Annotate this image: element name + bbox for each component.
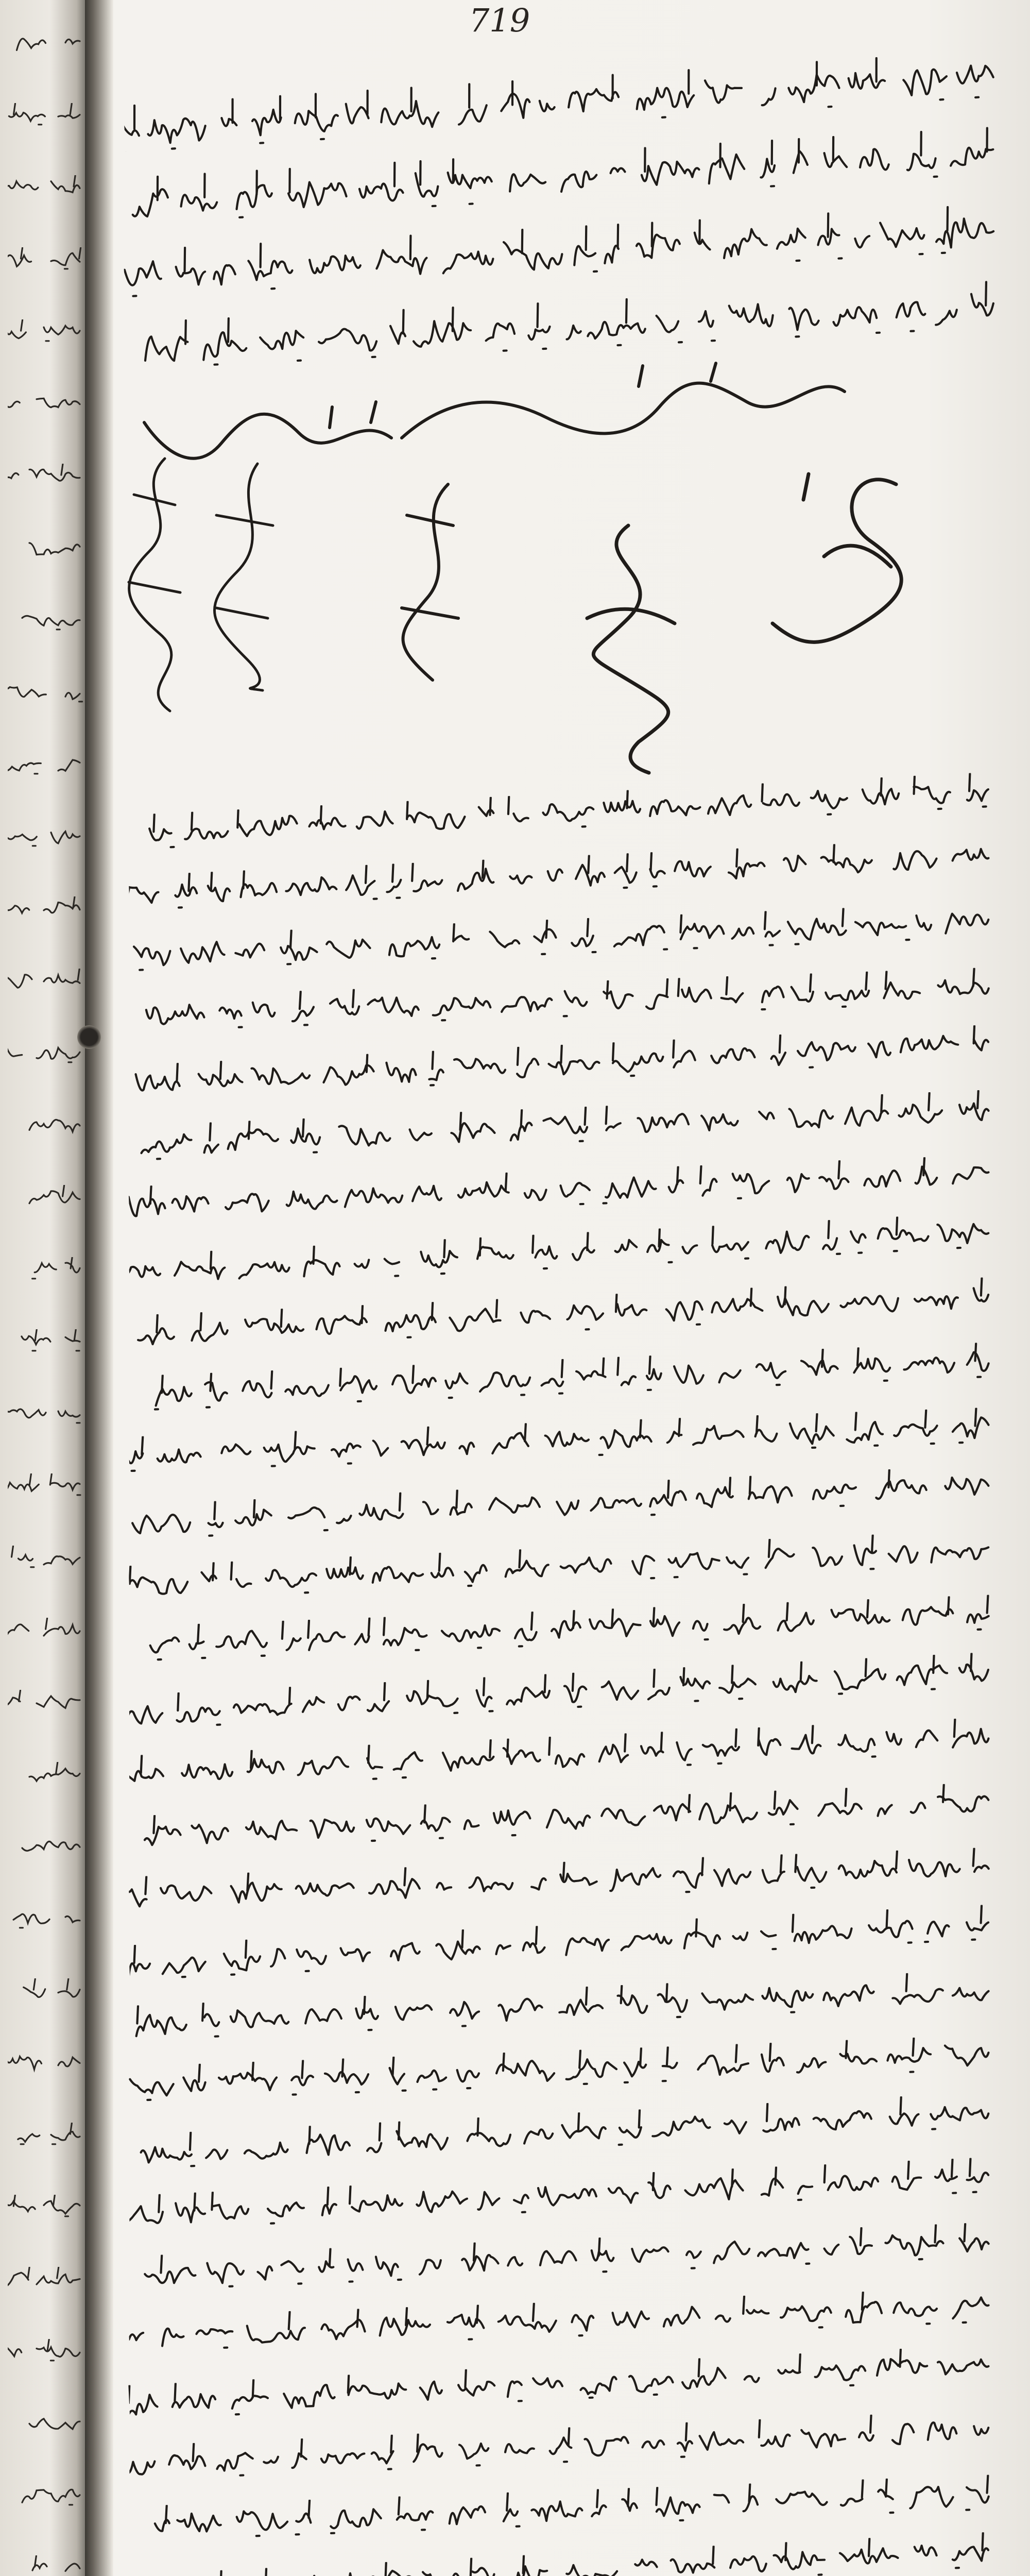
main-text-line-25 — [128, 2287, 994, 2352]
left-page-fragment-4 — [8, 247, 85, 270]
left-page-fragment-25 — [8, 1762, 85, 1785]
left-page-fragment-7 — [8, 464, 85, 486]
main-text-line-22 — [128, 2092, 994, 2171]
left-page-fragment-14 — [8, 969, 85, 991]
main-text-line-15 — [128, 1652, 994, 1731]
main-text-line-13 — [128, 1530, 994, 1602]
left-page-fragment-22 — [8, 1546, 85, 1568]
left-page-fragment-27 — [8, 1906, 85, 1929]
left-page-fragment-16 — [8, 1113, 85, 1136]
left-page-fragment-1 — [8, 31, 85, 54]
left-page-fragment-11 — [8, 752, 85, 775]
left-page-fragment-30 — [8, 2123, 85, 2145]
left-page-fragment-15 — [8, 1041, 85, 1063]
main-text-line-27 — [128, 2410, 994, 2482]
folio-number: 719 — [469, 2, 530, 39]
signature-5 — [556, 515, 700, 783]
main-text-line-17 — [128, 1782, 994, 1852]
main-text-line-16 — [128, 1717, 994, 1792]
left-page-fragment-23 — [8, 1618, 85, 1640]
left-page-fragment-20 — [8, 1401, 85, 1424]
left-page-fragment-13 — [8, 896, 85, 919]
top-text-line-4 — [123, 280, 1000, 371]
main-text-line-3 — [128, 902, 994, 972]
signature-3 — [185, 453, 288, 696]
left-page-fragment-36 — [8, 2555, 85, 2576]
signature-header-stroke — [391, 361, 855, 474]
left-page-fragment-34 — [8, 2411, 85, 2434]
left-page-fragment-28 — [8, 1978, 85, 2001]
main-text-line-1 — [128, 772, 994, 851]
main-text-line-29 — [128, 2532, 994, 2576]
main-text-line-11 — [128, 1407, 994, 1472]
book-gutter — [85, 0, 113, 2576]
left-page-fragment-2 — [8, 103, 85, 126]
left-page-fragment-9 — [8, 608, 85, 631]
main-text-line-12 — [128, 1464, 994, 1541]
left-page-fragment-24 — [8, 1690, 85, 1713]
main-text-line-10 — [128, 1342, 994, 1412]
main-text-line-5 — [128, 1024, 994, 1101]
signature-2 — [103, 448, 196, 721]
main-text-line-9 — [128, 1277, 994, 1352]
main-text-line-4 — [128, 967, 994, 1032]
main-text-line-23 — [128, 2157, 994, 2232]
main-text-line-26 — [128, 2344, 994, 2421]
left-page-fragment-5 — [8, 319, 85, 342]
main-text-line-28 — [128, 2475, 994, 2543]
left-page-fragment-3 — [8, 175, 85, 198]
main-text-line-18 — [128, 1847, 994, 1912]
main-text-line-2 — [128, 837, 994, 912]
main-text-line-19 — [128, 1904, 994, 1981]
left-page-fragment-33 — [8, 2339, 85, 2362]
signature-4 — [371, 474, 479, 696]
left-page-fragment-12 — [8, 824, 85, 847]
left-page-fragment-19 — [8, 1329, 85, 1352]
left-page-fragment-17 — [8, 1185, 85, 1208]
main-text-line-14 — [128, 1595, 994, 1663]
left-page-fragment-8 — [8, 536, 85, 558]
adjacent-left-page — [0, 0, 90, 2576]
left-page-fragment-26 — [8, 1834, 85, 1857]
left-page-fragment-31 — [8, 2195, 85, 2217]
main-text-line-20 — [128, 1970, 994, 2042]
left-page-fragment-6 — [8, 392, 85, 414]
main-text-line-21 — [128, 2035, 994, 2103]
main-text-line-7 — [128, 1155, 994, 1223]
left-page-fragment-29 — [8, 2050, 85, 2073]
left-page-fragment-32 — [8, 2267, 85, 2290]
left-page-fragment-18 — [8, 1257, 85, 1280]
left-page-fragment-35 — [8, 2483, 85, 2506]
left-page-fragment-21 — [8, 1473, 85, 1496]
main-text-line-24 — [128, 2222, 994, 2292]
left-page-fragment-10 — [8, 680, 85, 703]
main-text-line-6 — [128, 1090, 994, 1162]
signature-6 — [742, 453, 927, 690]
main-text-line-8 — [128, 1212, 994, 1291]
